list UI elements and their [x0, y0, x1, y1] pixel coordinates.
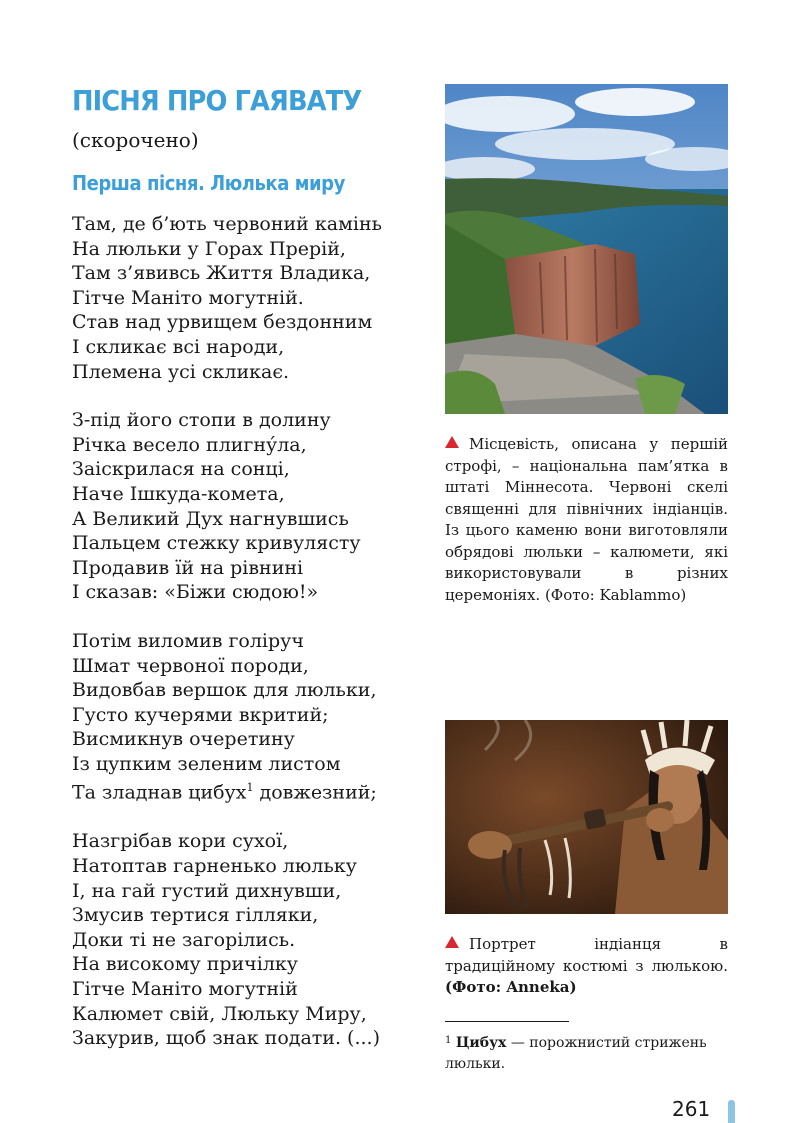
- poem-line: [72, 776, 422, 805]
- triangle-marker-icon: [445, 436, 459, 448]
- poem-line: Натоптав гарненько люльку: [72, 854, 357, 877]
- page-edge-marker: [728, 1100, 735, 1123]
- poem: [72, 212, 422, 1075]
- poem-line: І, на гай густий дихнувши,: [72, 879, 342, 902]
- stanza-4: [72, 829, 422, 1050]
- poem-line: Гітче Маніто могутній.: [72, 286, 304, 309]
- poem-line: Заіскрилася на сонці,: [72, 458, 290, 481]
- photo-caption-1: [445, 434, 728, 606]
- footnote-number: 1: [445, 1035, 452, 1046]
- footnote: [445, 1030, 735, 1075]
- footnote-term: Цибух: [455, 1035, 507, 1051]
- poem-line: І сказав: «Біжи сюдою!»: [72, 581, 319, 604]
- poem-line: Там з’явивсь Життя Владика,: [72, 262, 371, 285]
- poem-line: Назгрібав кори сухої,: [72, 830, 289, 853]
- poem-line: Змусив тертися гілляки,: [72, 904, 319, 927]
- poem-line: Річка весело плигну́ла,: [72, 433, 307, 456]
- poem-line-part: довжезний;: [259, 781, 377, 804]
- poem-line-part: Та зладнав цибух: [72, 781, 247, 804]
- stanza-2: [72, 408, 422, 605]
- poem-line: Доки ті не загорілись.: [72, 928, 296, 951]
- poem-line: Пальцем стежку кривулясту: [72, 532, 361, 555]
- poem-line: Калюмет свій, Люльку Миру,: [72, 1002, 367, 1025]
- poem-line: На високому причілку: [72, 953, 298, 976]
- section-heading: Перша пісня. Люлька миру: [72, 171, 345, 195]
- footnote-divider: [445, 1021, 569, 1022]
- page-number: 261: [672, 1097, 711, 1121]
- caption-2-text: Портрет індіанця в традиційному костюмі з люлькою.: [445, 935, 728, 975]
- poem-line: Там, де б’ють червоний камінь: [72, 213, 382, 235]
- caption-2-credit: (Фото: Anneka): [445, 978, 577, 996]
- footnote-marker: 1: [246, 781, 254, 795]
- poem-line: Продавив їй на рівнині: [72, 556, 304, 579]
- poem-line: Потім виломив голіруч: [72, 629, 304, 652]
- poem-line: А Великий Дух нагнувшись: [72, 507, 349, 530]
- poem-line: Висмикнув очеретину: [72, 728, 295, 751]
- footnote-text: — порожнистий стрижень люльки.: [445, 1035, 707, 1072]
- caption-1-text: Місцевість, описана у першій строфі, – національна пам’ятка в штаті Міннесота. Червоні скелі священні для північних індіанців. Із цього каменю вони виготовляли обрядові люльки – калюмети, які використовували в різних церемоніях. (Фото: Kablammo): [445, 435, 728, 604]
- poem-line: Став над урвищем бездонним: [72, 311, 373, 334]
- poem-line: Племена усі скликає.: [72, 360, 290, 383]
- portrait-with-pipe-photo: [445, 720, 728, 914]
- poem-line: Видовбав вершок для люльки,: [72, 679, 377, 702]
- photo-caption-2: [445, 934, 728, 999]
- poem-line: Густо кучерями вкритий;: [72, 703, 329, 726]
- poem-line: І скликає всі народи,: [72, 335, 285, 358]
- poem-line: Шмат червоної породи,: [72, 654, 309, 677]
- poem-line: Гітче Маніто могутній: [72, 977, 298, 1000]
- poem-line: З-під його стопи в долину: [72, 409, 331, 432]
- poem-line: Із цупким зеленим листом: [72, 752, 341, 775]
- cliff-lake-photo: [445, 84, 728, 414]
- poem-line: Закурив, щоб знак подати. (...): [72, 1027, 380, 1050]
- triangle-marker-icon: [445, 936, 459, 948]
- page-title: ПІСНЯ ПРО ГАЯВАТУ: [72, 84, 362, 117]
- poem-line: На люльки у Горах Прерій,: [72, 237, 346, 260]
- subtitle: (скорочено): [72, 128, 199, 152]
- poem-line: Наче Ішкуда-комета,: [72, 482, 285, 505]
- stanza-3: [72, 629, 422, 805]
- stanza-1: [72, 212, 422, 384]
